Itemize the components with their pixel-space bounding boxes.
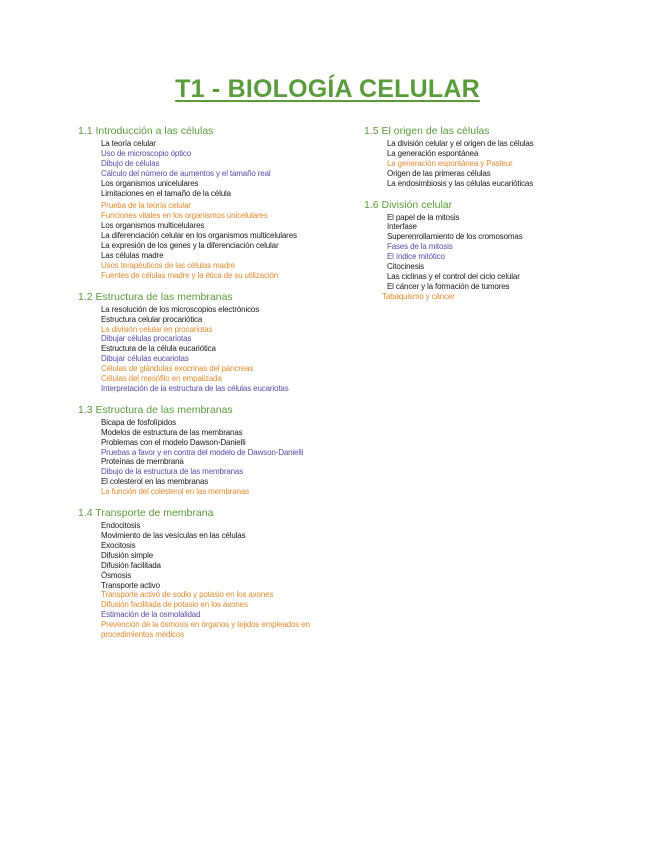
topic-item: Fases de la mitosis	[387, 242, 453, 252]
section	[78, 404, 358, 497]
section	[364, 125, 634, 189]
topic-item: Transporte activo	[101, 580, 160, 590]
topic-list	[78, 139, 358, 281]
topic-item: Estructura de la célula eucariótica	[101, 344, 216, 354]
topic-item: Prevención de la ósmosis en órganos y tejidos empleados en procedimientos médicos	[101, 620, 310, 640]
topic-item: La diferenciación celular en los organismos multicelulares	[101, 231, 297, 241]
topic-item: Funciones vitales en los organismos unicelulares	[101, 211, 268, 221]
topic-list	[78, 521, 358, 640]
topic-item: Los organismos multicelulares	[101, 221, 205, 231]
topic-item: Ósmosis	[101, 570, 132, 580]
topic-item: Los organismos unicelulares	[101, 178, 199, 188]
topic-item: Bicapa de fosfolípidos	[101, 417, 176, 427]
section-title: 1.6 División celular	[364, 198, 453, 211]
topic-list	[78, 305, 358, 394]
topic-item: La generación espontánea	[387, 148, 479, 158]
topic-item: Usos terapéuticos de las células madre	[101, 260, 235, 270]
section	[364, 199, 634, 302]
topic-item: Dibujar células procariotas	[101, 334, 192, 344]
topic-item: Células del mesófilo en empalizada	[101, 374, 222, 384]
topic-item: Cálculo del número de aumentos y el tamaño real	[101, 168, 271, 178]
topic-item: Dibujar células eucariotas	[101, 354, 189, 364]
topic-item: Difusión facilitada	[101, 560, 161, 570]
topic-item: La resolución de los microscopios electrónicos	[101, 304, 260, 314]
topic-item: Difusión facilitada de potasio en los axones	[101, 600, 248, 610]
section-title: 1.3 Estructura de las membranas	[78, 403, 233, 416]
topic-item: La función del colesterol en las membranas	[101, 487, 250, 497]
topic-item: Las células madre	[101, 250, 164, 260]
page-title: T1 - BIOLOGÍA CELULAR	[175, 75, 480, 103]
topic-item: El papel de la mitosis	[387, 212, 460, 222]
topic-item: Transporte activo de sodio y potasio en los axones	[101, 590, 274, 600]
topic-item: La división celular en procariotas	[101, 324, 213, 334]
topic-item: La endosimbiosis y las células eucarióticas	[387, 178, 534, 188]
section	[78, 125, 358, 281]
topic-item: Tabaquismo y cáncer	[382, 291, 455, 301]
topic-item: Fuentes de células madre y la ética de su utilización	[101, 270, 279, 280]
topic-item: Movimiento de las vesículas en las células	[101, 531, 246, 540]
topic-item: Limitaciones en el tamaño de la célula	[101, 188, 231, 198]
topic-item: Exocitosis	[101, 540, 136, 550]
topic-item: Células de glándulas exocrinas del páncreas	[101, 364, 254, 374]
topic-item: Dibujo de la estructura de las membranas	[101, 467, 244, 477]
topic-item: El cáncer y la formación de tumores	[387, 281, 510, 291]
left-column	[78, 125, 358, 650]
topic-item: Proteínas de membrana	[101, 457, 184, 467]
topic-item: Estimación de la osmolalidad	[101, 610, 201, 620]
topic-item: Problemas con el modelo Dawson-Danielli	[101, 437, 246, 447]
topic-item: La teoría celular	[101, 139, 156, 148]
topic-item: Difusión simple	[101, 550, 153, 560]
topic-list	[78, 418, 358, 497]
topic-item: La división celular y el origen de las células	[387, 139, 534, 148]
section-title: 1.2 Estructura de las membranas	[78, 290, 233, 303]
topic-item: Prueba de la teoría celular	[101, 201, 191, 211]
topic-item: Citocinesis	[387, 262, 425, 272]
right-column	[364, 125, 634, 312]
topic-item: Modelos de estructura de las membranas	[101, 427, 243, 437]
topic-item: Las ciclinas y el control del ciclo celular	[387, 271, 520, 281]
topic-item: Origen de las primeras células	[387, 168, 491, 178]
topic-item: Uso de microscopio óptico	[101, 148, 192, 158]
topic-item: Pruebas a favor y en contra del modelo de Dawson-Danielli	[101, 447, 304, 457]
topic-item: Endocitosis	[101, 521, 141, 531]
section	[78, 291, 358, 394]
topic-item: El colesterol en las membranas	[101, 477, 209, 487]
section	[78, 507, 358, 640]
section-title: 1.1 Introducción a las células	[78, 125, 214, 137]
topic-item: Interfase	[387, 222, 417, 232]
topic-item: El índice mitótico	[387, 252, 445, 262]
topic-item: La expresión de los genes y la diferenciación celular	[101, 241, 279, 251]
topic-item: Estructura celular procariótica	[101, 314, 203, 324]
topic-item: La generación espontánea y Pasteur	[387, 158, 513, 168]
section-title: 1.5 El origen de las células	[364, 125, 490, 137]
topic-item: Superenrollamiento de los cromosomas	[387, 232, 523, 242]
topic-list	[364, 213, 634, 302]
section-title: 1.4 Transporte de membrana	[78, 507, 214, 520]
topic-list	[364, 139, 634, 189]
topic-item: Interpretación de la estructura de las células eucariotas	[101, 383, 289, 393]
topic-item: Dibujo de células	[101, 158, 160, 168]
